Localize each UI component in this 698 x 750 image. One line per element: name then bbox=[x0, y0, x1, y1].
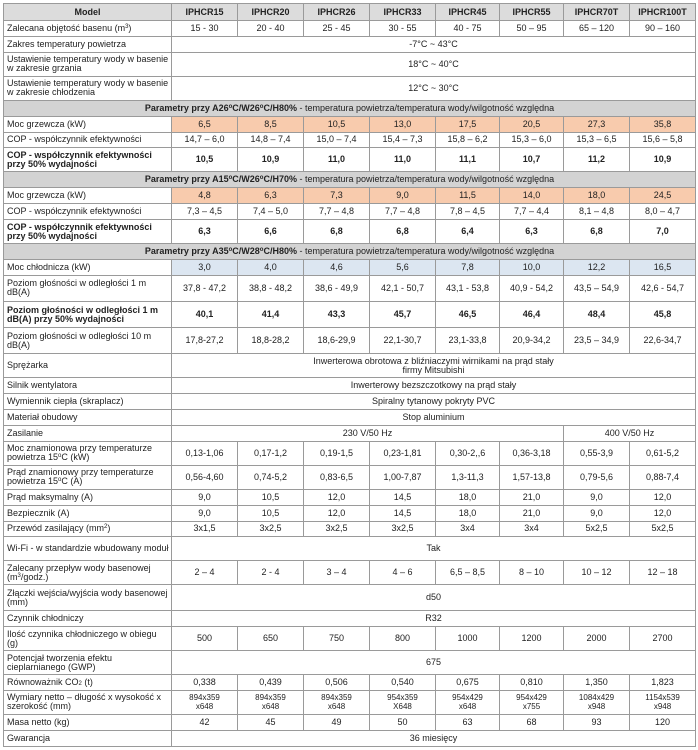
table-row bbox=[4, 354, 696, 378]
dimension-top: 1154x539 bbox=[645, 693, 680, 703]
value-cell: 6,3 bbox=[172, 220, 238, 244]
spec-table bbox=[3, 3, 696, 747]
value-cell: 0,88-7,4 bbox=[630, 465, 696, 489]
value-cell: 0,83-6,5 bbox=[304, 465, 370, 489]
value-cell: 40,1 bbox=[172, 302, 238, 328]
table-row bbox=[4, 172, 696, 188]
value-cell: 3,0 bbox=[172, 259, 238, 275]
value-cell: 3 – 4 bbox=[304, 561, 370, 585]
span-value-cell: d50 bbox=[172, 585, 696, 611]
value-cell: 0,36-3,18 bbox=[500, 441, 564, 465]
value-cell: 45,8 bbox=[630, 302, 696, 328]
row-label: Prąd maksymalny (A) bbox=[4, 489, 172, 505]
dimension-bottom: x948 bbox=[587, 702, 606, 712]
value-cell: 3x4 bbox=[436, 521, 500, 537]
value-cell: 18,6-29,9 bbox=[304, 328, 370, 354]
value-cell: 7,3 – 4,5 bbox=[172, 204, 238, 220]
value-cell: 17,8-27,2 bbox=[172, 328, 238, 354]
value-cell: 6,4 bbox=[436, 220, 500, 244]
row-label: Poziom głośności w odległości 10 m dB(A) bbox=[4, 328, 172, 354]
value-cell: 11,2 bbox=[564, 148, 630, 172]
value-cell: 6,5 bbox=[172, 116, 238, 132]
row-label: COP - współczynnik efektywności bbox=[4, 132, 172, 148]
table-row bbox=[4, 36, 696, 52]
row-label: Zakres temperatury powietrza bbox=[4, 36, 172, 52]
value-cell: 12,0 bbox=[304, 505, 370, 521]
value-cell: 15,6 – 5,8 bbox=[630, 132, 696, 148]
span-value-cell: -7°C ~ 43°C bbox=[172, 36, 696, 52]
row-label: Bezpiecznik (A) bbox=[4, 505, 172, 521]
value-cell: 1,350 bbox=[564, 675, 630, 691]
table-row bbox=[4, 76, 696, 100]
table-row bbox=[4, 730, 696, 746]
value-cell: 0,675 bbox=[436, 675, 500, 691]
table-row bbox=[4, 714, 696, 730]
value-cell: 8,0 – 4,7 bbox=[630, 204, 696, 220]
value-cell: 10,5 bbox=[172, 148, 238, 172]
table-row bbox=[4, 21, 696, 37]
value-cell: 20 - 40 bbox=[238, 21, 304, 37]
table-row bbox=[4, 675, 696, 691]
section-header: Parametry przy A15$^o$C/W26$^o$C/H70% - temperatura powietrza/temperatura wody/wilgotność względna bbox=[4, 172, 696, 188]
value-cell: 1,823 bbox=[630, 675, 696, 691]
value-cell: 3x2,5 bbox=[238, 521, 304, 537]
value-cell: 0,79-5,6 bbox=[564, 465, 630, 489]
value-cell: 0,540 bbox=[370, 675, 436, 691]
value-cell: 3x1,5 bbox=[172, 521, 238, 537]
value-cell: 15,4 – 7,3 bbox=[370, 132, 436, 148]
value-cell: 15,3 – 6,5 bbox=[564, 132, 630, 148]
table-row bbox=[4, 651, 696, 675]
value-cell: 6,8 bbox=[370, 220, 436, 244]
table-row bbox=[4, 275, 696, 301]
value-cell: 14,7 – 6,0 bbox=[172, 132, 238, 148]
value-cell: 12,0 bbox=[630, 505, 696, 521]
value-cell: 22,6-34,7 bbox=[630, 328, 696, 354]
header-model-iphcr20: IPHCR20 bbox=[238, 4, 304, 21]
value-cell: 10,9 bbox=[238, 148, 304, 172]
table-row bbox=[4, 505, 696, 521]
spec-table-body bbox=[4, 4, 696, 747]
value-cell: 15,3 – 6,0 bbox=[500, 132, 564, 148]
value-cell: 63 bbox=[436, 714, 500, 730]
value-cell: 0,810 bbox=[500, 675, 564, 691]
value-cell: 6,8 bbox=[564, 220, 630, 244]
value-cell: 25 - 45 bbox=[304, 21, 370, 37]
value-cell: 46,4 bbox=[500, 302, 564, 328]
row-label: Poziom głośności w odległości 1 m dB(A) bbox=[4, 275, 172, 301]
value-cell: 4 – 6 bbox=[370, 561, 436, 585]
row-label: Wymiennik ciepła (skraplacz) bbox=[4, 394, 172, 410]
row-label: COP - współczynnik efektywności przy 50% wydajności bbox=[4, 220, 172, 244]
value-cell: 14,0 bbox=[500, 188, 564, 204]
header-model-iphcr100t: IPHCR100T bbox=[630, 4, 696, 21]
value-cell: 12,2 bbox=[564, 259, 630, 275]
value-cell: 1000 bbox=[436, 627, 500, 651]
table-row bbox=[4, 100, 696, 116]
value-cell: 7,7 – 4,4 bbox=[500, 204, 564, 220]
value-cell: 68 bbox=[500, 714, 564, 730]
value-cell: 0,439 bbox=[238, 675, 304, 691]
value-cell: 37,8 - 47,2 bbox=[172, 275, 238, 301]
dimension-top: 954x429 bbox=[452, 693, 483, 703]
value-cell: 7,3 bbox=[304, 188, 370, 204]
value-cell: 1,3-11,3 bbox=[436, 465, 500, 489]
dimension-top: 954x429 bbox=[516, 693, 547, 703]
value-cell: 93 bbox=[564, 714, 630, 730]
header-model-iphcr45: IPHCR45 bbox=[436, 4, 500, 21]
table-row bbox=[4, 410, 696, 426]
value-cell: 7,0 bbox=[630, 220, 696, 244]
dimension-cell bbox=[630, 691, 696, 715]
value-cell: 45 bbox=[238, 714, 304, 730]
value-cell: 11,1 bbox=[436, 148, 500, 172]
value-cell: 6,3 bbox=[238, 188, 304, 204]
row-label: Materiał obudowy bbox=[4, 410, 172, 426]
value-cell: 42 bbox=[172, 714, 238, 730]
value-cell: 0,338 bbox=[172, 675, 238, 691]
value-cell: 750 bbox=[304, 627, 370, 651]
table-row bbox=[4, 441, 696, 465]
value-cell: 0,55-3,9 bbox=[564, 441, 630, 465]
value-cell: 24,5 bbox=[630, 188, 696, 204]
dimension-top: 954x359 bbox=[387, 693, 418, 703]
row-label: Ilość czynnika chłodniczego w obiegu (g) bbox=[4, 627, 172, 651]
value-cell: 5x2,5 bbox=[630, 521, 696, 537]
row-label: Moc grzewcza (kW) bbox=[4, 188, 172, 204]
span-value-cell bbox=[172, 354, 696, 378]
value-cell: 48,4 bbox=[564, 302, 630, 328]
value-cell: 8 – 10 bbox=[500, 561, 564, 585]
dimension-cell bbox=[304, 691, 370, 715]
value-cell: 35,8 bbox=[630, 116, 696, 132]
dimension-cell bbox=[238, 691, 304, 715]
span-value-cell: Tak bbox=[172, 537, 696, 561]
value-cell: 0,506 bbox=[304, 675, 370, 691]
value-cell: 7,8 – 4,5 bbox=[436, 204, 500, 220]
value-cell: 15 - 30 bbox=[172, 21, 238, 37]
row-label: Zalecana objętość basenu $(m^3)$ bbox=[4, 21, 172, 37]
span-value-cell: Inwerterowy bezszczotkowy na prąd stały bbox=[172, 378, 696, 394]
row-label: Zalecany przepływ wody basenowej $(m^3/godz.)$ bbox=[4, 561, 172, 585]
value-cell: 6,3 bbox=[500, 220, 564, 244]
table-row bbox=[4, 52, 696, 76]
row-label: Ustawienie temperatury wody w basenie w zakresie grzania bbox=[4, 52, 172, 76]
table-row bbox=[4, 537, 696, 561]
value-cell: 27,3 bbox=[564, 116, 630, 132]
value-cell: 11,0 bbox=[304, 148, 370, 172]
value-cell: 6,8 bbox=[304, 220, 370, 244]
value-cell: 12,0 bbox=[304, 489, 370, 505]
value-cell: 43,1 - 53,8 bbox=[436, 275, 500, 301]
table-row bbox=[4, 148, 696, 172]
table-row bbox=[4, 302, 696, 328]
table-row bbox=[4, 489, 696, 505]
value-cell: 7,4 – 5,0 bbox=[238, 204, 304, 220]
row-label: COP - współczynnik efektywności bbox=[4, 204, 172, 220]
value-cell: 38,6 - 49,9 bbox=[304, 275, 370, 301]
row-label: Masa netto (kg) bbox=[4, 714, 172, 730]
header-model-iphcr15: IPHCR15 bbox=[172, 4, 238, 21]
dimension-cell bbox=[436, 691, 500, 715]
value-cell: 0,19-1,5 bbox=[304, 441, 370, 465]
value-cell: 10,7 bbox=[500, 148, 564, 172]
header-model-iphcr70t: IPHCR70T bbox=[564, 4, 630, 21]
table-row bbox=[4, 394, 696, 410]
table-row bbox=[4, 691, 696, 715]
compressor-line-2: firmy Mitsubishi bbox=[402, 364, 465, 375]
dimension-cell bbox=[172, 691, 238, 715]
value-cell: 2 - 4 bbox=[238, 561, 304, 585]
value-cell: 2000 bbox=[564, 627, 630, 651]
value-cell: 10 – 12 bbox=[564, 561, 630, 585]
table-row bbox=[4, 116, 696, 132]
span-value-cell: 18°C ~ 40°C bbox=[172, 52, 696, 76]
value-cell: 9,0 bbox=[172, 489, 238, 505]
value-cell: 4,0 bbox=[238, 259, 304, 275]
dimension-bottom: x755 bbox=[522, 702, 541, 712]
power-single-phase: 230 V/50 Hz bbox=[172, 425, 564, 441]
table-row bbox=[4, 627, 696, 651]
header-model: Model bbox=[4, 4, 172, 21]
value-cell: 15,8 – 6,2 bbox=[436, 132, 500, 148]
row-label: Silnik wentylatora bbox=[4, 378, 172, 394]
dimension-top: 894x359 bbox=[189, 693, 220, 703]
row-label: Złączki wejścia/wyjścia wody basenowej (mm) bbox=[4, 585, 172, 611]
value-cell: 5,6 bbox=[370, 259, 436, 275]
dimension-top: 1084x429 bbox=[578, 693, 615, 703]
value-cell: 15,0 – 7,4 bbox=[304, 132, 370, 148]
value-cell: 500 bbox=[172, 627, 238, 651]
row-label: Poziom głośności w odległości 1 m dB(A) przy 50% wydajności bbox=[4, 302, 172, 328]
value-cell: 46,5 bbox=[436, 302, 500, 328]
value-cell: 16,5 bbox=[630, 259, 696, 275]
value-cell: 10,5 bbox=[238, 489, 304, 505]
dimension-top: 894x359 bbox=[321, 693, 352, 703]
table-row bbox=[4, 425, 696, 441]
row-label: Moc grzewcza (kW) bbox=[4, 116, 172, 132]
value-cell: 0,13-1,06 bbox=[172, 441, 238, 465]
value-cell: 50 bbox=[370, 714, 436, 730]
value-cell: 13,0 bbox=[370, 116, 436, 132]
table-row bbox=[4, 204, 696, 220]
row-label: COP - współczynnik efektywności przy 50% wydajności bbox=[4, 148, 172, 172]
row-label: Ustawienie temperatury wody w basenie w zakresie chłodzenia bbox=[4, 76, 172, 100]
row-label: Przewód zasilający $(mm^2)$ bbox=[4, 521, 172, 537]
value-cell: 21,0 bbox=[500, 505, 564, 521]
value-cell: 11,0 bbox=[370, 148, 436, 172]
value-cell: 50 – 95 bbox=[500, 21, 564, 37]
value-cell: 18,0 bbox=[564, 188, 630, 204]
dimension-top: 894x359 bbox=[255, 693, 286, 703]
value-cell: 18,8-28,2 bbox=[238, 328, 304, 354]
value-cell: 49 bbox=[304, 714, 370, 730]
value-cell: 21,0 bbox=[500, 489, 564, 505]
row-label: Czynnik chłodniczy bbox=[4, 611, 172, 627]
value-cell: 7,8 bbox=[436, 259, 500, 275]
row-label: Równoważnik CO2 (t) bbox=[4, 675, 172, 691]
value-cell: 22,1-30,7 bbox=[370, 328, 436, 354]
value-cell: 9,0 bbox=[370, 188, 436, 204]
value-cell: 11,5 bbox=[436, 188, 500, 204]
value-cell: 4,6 bbox=[304, 259, 370, 275]
value-cell: 7,7 – 4,8 bbox=[370, 204, 436, 220]
value-cell: 9,0 bbox=[564, 505, 630, 521]
value-cell: 17,5 bbox=[436, 116, 500, 132]
section-header: Parametry przy A26$^o$C/W26$^o$C/H80% - temperatura powietrza/temperatura wody/wilgotność względna bbox=[4, 100, 696, 116]
value-cell: 0,17-1,2 bbox=[238, 441, 304, 465]
value-cell: 45,7 bbox=[370, 302, 436, 328]
span-value-cell: 12°C ~ 30°C bbox=[172, 76, 696, 100]
value-cell: 14,5 bbox=[370, 489, 436, 505]
value-cell: 30 - 55 bbox=[370, 21, 436, 37]
table-row bbox=[4, 259, 696, 275]
span-value-cell: 36 miesięcy bbox=[172, 730, 696, 746]
value-cell: 20,5 bbox=[500, 116, 564, 132]
value-cell: 18,0 bbox=[436, 505, 500, 521]
value-cell: 1,00-7,87 bbox=[370, 465, 436, 489]
power-three-phase: 400 V/50 Hz bbox=[564, 425, 696, 441]
table-row bbox=[4, 328, 696, 354]
table-row bbox=[4, 465, 696, 489]
row-label: Wi-Fi - w standardzie wbudowany moduł bbox=[4, 537, 172, 561]
table-row bbox=[4, 220, 696, 244]
table-row bbox=[4, 561, 696, 585]
value-cell: 800 bbox=[370, 627, 436, 651]
row-label: Moc znamionowa przy temperaturze powietrza 15$^o$C (kW) bbox=[4, 441, 172, 465]
value-cell: 40,9 - 54,2 bbox=[500, 275, 564, 301]
value-cell: 8,1 – 4,8 bbox=[564, 204, 630, 220]
span-value-cell: 675 bbox=[172, 651, 696, 675]
row-label: Prąd znamionowy przy temperaturze powietrza 15$^o$C (A) bbox=[4, 465, 172, 489]
table-row bbox=[4, 611, 696, 627]
span-value-cell: Spiralny tytanowy pokryty PVC bbox=[172, 394, 696, 410]
value-cell: 40 - 75 bbox=[436, 21, 500, 37]
value-cell: 10,0 bbox=[500, 259, 564, 275]
value-cell: 7,7 – 4,8 bbox=[304, 204, 370, 220]
value-cell: 8,5 bbox=[238, 116, 304, 132]
value-cell: 10,5 bbox=[304, 116, 370, 132]
dimension-bottom: x948 bbox=[653, 702, 672, 712]
value-cell: 23,1-33,8 bbox=[436, 328, 500, 354]
value-cell: 3x2,5 bbox=[304, 521, 370, 537]
span-value-cell: Stop aluminium bbox=[172, 410, 696, 426]
value-cell: 0,74-5,2 bbox=[238, 465, 304, 489]
value-cell: 120 bbox=[630, 714, 696, 730]
table-row bbox=[4, 244, 696, 260]
table-row bbox=[4, 4, 696, 21]
table-row bbox=[4, 188, 696, 204]
value-cell: 18,0 bbox=[436, 489, 500, 505]
dimension-bottom: x648 bbox=[261, 702, 280, 712]
value-cell: 42,1 - 50,7 bbox=[370, 275, 436, 301]
span-value-cell: R32 bbox=[172, 611, 696, 627]
value-cell: 6,5 – 8,5 bbox=[436, 561, 500, 585]
dimension-bottom: x648 bbox=[327, 702, 346, 712]
value-cell: 2700 bbox=[630, 627, 696, 651]
header-model-iphcr33: IPHCR33 bbox=[370, 4, 436, 21]
row-label: Potencjał tworzenia efektu cieplarnianego (GWP) bbox=[4, 651, 172, 675]
dimension-bottom: x648 bbox=[195, 702, 214, 712]
value-cell: 0,61-5,2 bbox=[630, 441, 696, 465]
table-row bbox=[4, 132, 696, 148]
value-cell: 12 – 18 bbox=[630, 561, 696, 585]
value-cell: 4,8 bbox=[172, 188, 238, 204]
value-cell: 2 – 4 bbox=[172, 561, 238, 585]
compressor-line-1: Inwerterowa obrotowa z bliźniaczymi wirnikami na prąd stały bbox=[313, 355, 554, 366]
value-cell: 3x2,5 bbox=[370, 521, 436, 537]
value-cell: 0,23-1,81 bbox=[370, 441, 436, 465]
value-cell: 20,9-34,2 bbox=[500, 328, 564, 354]
dimension-bottom: x648 bbox=[458, 702, 477, 712]
value-cell: 0,30-2,,6 bbox=[436, 441, 500, 465]
value-cell: 650 bbox=[238, 627, 304, 651]
header-model-iphcr26: IPHCR26 bbox=[304, 4, 370, 21]
dimension-cell bbox=[500, 691, 564, 715]
value-cell: 14,5 bbox=[370, 505, 436, 521]
value-cell: 1,57-13,8 bbox=[500, 465, 564, 489]
value-cell: 12,0 bbox=[630, 489, 696, 505]
value-cell: 38,8 - 48,2 bbox=[238, 275, 304, 301]
value-cell: 43,5 – 54,9 bbox=[564, 275, 630, 301]
value-cell: 9,0 bbox=[172, 505, 238, 521]
row-label: Gwarancja bbox=[4, 730, 172, 746]
row-label: Sprężarka bbox=[4, 354, 172, 378]
value-cell: 41,4 bbox=[238, 302, 304, 328]
value-cell: 23,5 – 34,9 bbox=[564, 328, 630, 354]
dimension-cell bbox=[564, 691, 630, 715]
table-row bbox=[4, 378, 696, 394]
header-model-iphcr55: IPHCR55 bbox=[500, 4, 564, 21]
value-cell: 42,6 - 54,7 bbox=[630, 275, 696, 301]
table-row bbox=[4, 521, 696, 537]
value-cell: 0,56-4,60 bbox=[172, 465, 238, 489]
section-header: Parametry przy A35$^o$C/W28$^o$C/H80% - temperatura powietrza/temperatura wody/wilgotność względna bbox=[4, 244, 696, 260]
row-label: Moc chłodnicza (kW) bbox=[4, 259, 172, 275]
value-cell: 65 – 120 bbox=[564, 21, 630, 37]
dimension-bottom: X648 bbox=[393, 702, 412, 712]
value-cell: 9,0 bbox=[564, 489, 630, 505]
value-cell: 14,8 – 7,4 bbox=[238, 132, 304, 148]
value-cell: 10,9 bbox=[630, 148, 696, 172]
value-cell: 1200 bbox=[500, 627, 564, 651]
table-row bbox=[4, 585, 696, 611]
value-cell: 5x2,5 bbox=[564, 521, 630, 537]
row-label: Wymiary netto – długość x wysokość x szerokość (mm) bbox=[4, 691, 172, 715]
value-cell: 3x4 bbox=[500, 521, 564, 537]
row-label: Zasilanie bbox=[4, 425, 172, 441]
dimension-cell bbox=[370, 691, 436, 715]
value-cell: 6,6 bbox=[238, 220, 304, 244]
value-cell: 43,3 bbox=[304, 302, 370, 328]
value-cell: 10,5 bbox=[238, 505, 304, 521]
value-cell: 90 – 160 bbox=[630, 21, 696, 37]
